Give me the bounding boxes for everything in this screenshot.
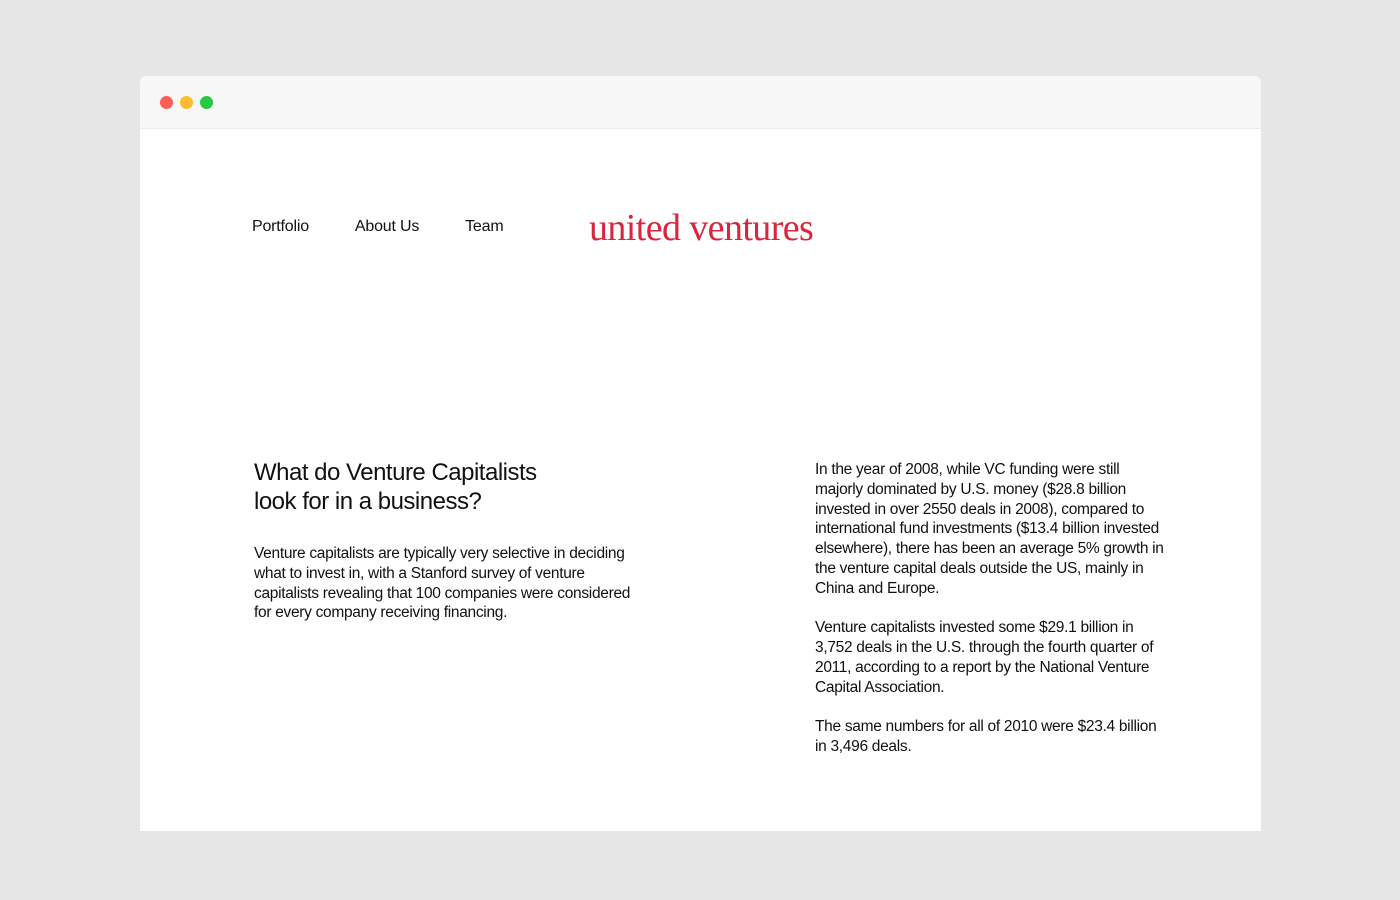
intro-paragraph: Venture capitalists are typically very selective in deciding what to invest in, with a Stanford survey of venture capitalists revealing that 100 companies were considered for every company receiving financing. [254,545,631,622]
page-headline [254,458,634,516]
statistics-paragraph-2008: In the year of 2008, while VC funding were still majorly dominated by U.S. money ($28.8 billion invested in over 2550 deals in 2008), compared to international fund investments ($13.4 billion invested elsewhere), there has been an average 5% growth in the venture capital deals outside the US, mainly in China and Europe. [815,461,1164,597]
minimize-window-icon[interactable] [180,96,193,109]
statistics-section [815,460,1165,777]
main-navigation [252,218,503,236]
browser-window [140,76,1261,831]
headline-line-2: look for in a business? [254,488,482,515]
brand-logo[interactable]: united ventures [589,207,814,249]
nav-link-team[interactable]: Team [465,218,504,235]
intro-section [254,458,634,623]
close-window-icon[interactable] [160,96,173,109]
nav-link-portfolio[interactable]: Portfolio [252,218,309,235]
window-titlebar [140,76,1261,129]
headline-line-1: What do Venture Capitalists [254,459,537,486]
statistics-paragraph-2010: The same numbers for all of 2010 were $23.4 billion in 3,496 deals. [815,718,1157,756]
nav-link-about-us[interactable]: About Us [354,218,420,235]
statistics-paragraph-2011: Venture capitalists invested some $29.1 billion in 3,752 deals in the U.S. through the fourth quarter of 2011, according to a report by the National Venture Capital Association. [815,619,1154,696]
maximize-window-icon[interactable] [200,96,213,109]
